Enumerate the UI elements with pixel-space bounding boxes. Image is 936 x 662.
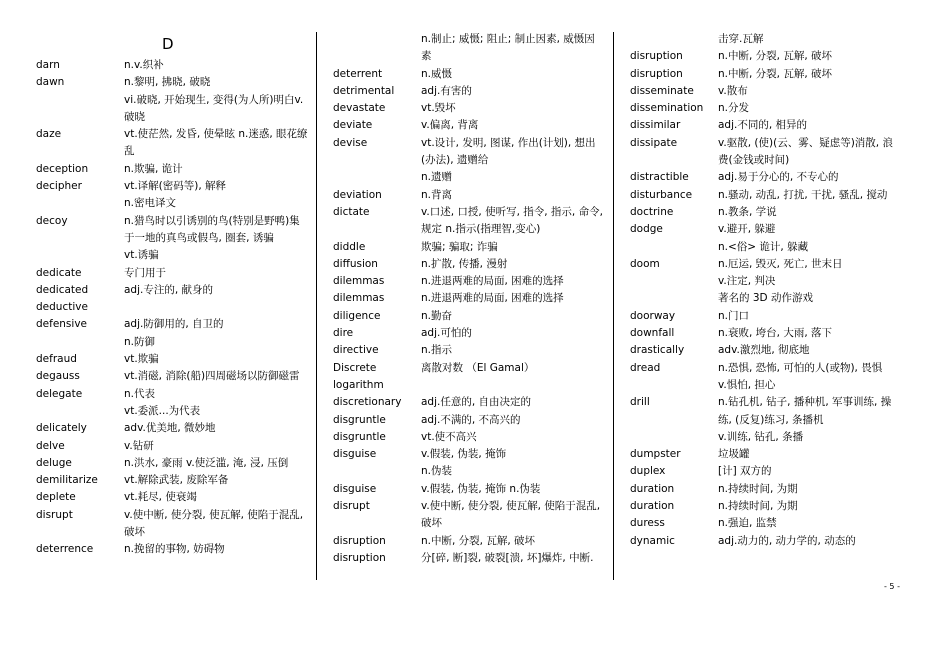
entry-row <box>630 83 902 100</box>
headword: dodge <box>630 223 663 236</box>
definition: n.防御 <box>124 335 155 348</box>
headword: distractible <box>630 171 689 184</box>
entry-row <box>333 429 605 446</box>
entry-row <box>333 325 605 342</box>
headword: drill <box>630 396 650 409</box>
entry-row <box>630 394 902 429</box>
definition: adv.激烈地, 彻底地 <box>718 344 810 357</box>
headword: demilitarize <box>36 474 98 487</box>
entry-row <box>333 239 605 256</box>
definition: n.持续时间, 为期 <box>718 500 798 513</box>
definition: v.驱散, (使)(云、雾、疑虑等)消散, 浪费(金钱或时间) <box>718 136 893 167</box>
headword: duration <box>630 482 675 495</box>
definition: vt.设计, 发明, 图谋, 作出(计划), 想出(办法), 遗赠给 <box>421 136 596 167</box>
entry-row <box>630 446 902 463</box>
entry-row <box>333 135 605 170</box>
definition: n.中断, 分裂, 瓦解, 破坏 <box>718 50 833 63</box>
definition: v.钻研 <box>124 439 154 452</box>
headword: deductive <box>36 301 88 314</box>
entry-row <box>630 48 902 65</box>
headword: defensive <box>36 318 87 331</box>
entry-row <box>36 507 308 542</box>
headword: delicately <box>36 422 87 435</box>
entry-row <box>333 290 605 307</box>
definition: n.伪装 <box>421 465 452 478</box>
definition: vt.消磁, 消除(船)四周磁场以防御磁雷 <box>124 370 300 383</box>
definition: vt.委派...为代表 <box>124 404 201 417</box>
headword: dilemmas <box>333 275 385 288</box>
entry-row <box>630 498 902 515</box>
headword: disgruntle <box>333 413 386 426</box>
headword: doom <box>630 257 660 270</box>
definition: 垃圾罐 <box>718 448 750 461</box>
headword: decoy <box>36 214 68 227</box>
entry-row <box>36 161 308 178</box>
definition: vt.解除武装, 废除军备 <box>124 474 229 487</box>
entry-row <box>36 178 308 195</box>
definition: n.v.织补 <box>124 59 164 71</box>
headword <box>333 169 421 186</box>
entry-row <box>333 394 605 411</box>
entry-row <box>630 221 902 238</box>
headword: disseminate <box>630 84 694 97</box>
headword <box>36 195 124 212</box>
headword: disgruntle <box>333 430 386 443</box>
entry-row <box>36 126 308 161</box>
entry-row <box>36 74 308 91</box>
entry-row <box>630 360 902 377</box>
headword: dissipate <box>630 136 678 149</box>
headword: discretionary <box>333 396 402 409</box>
headword <box>36 92 124 127</box>
definition: vt.毁坏 <box>421 102 456 115</box>
definition: n.<俗> 诡计, 躲藏 <box>718 240 809 253</box>
headword: deception <box>36 162 89 175</box>
headword: doorway <box>630 309 676 322</box>
headword <box>333 31 421 66</box>
headword: disruption <box>630 67 683 80</box>
headword: directive <box>333 344 379 357</box>
headword: diffusion <box>333 257 378 270</box>
entry-row <box>630 187 902 204</box>
entry-row <box>333 412 605 429</box>
definition: adj.任意的, 自由决定的 <box>421 396 532 409</box>
headword: dissemination <box>630 102 704 115</box>
headword: duress <box>630 517 665 530</box>
definition: [计] 双方的 <box>718 465 772 478</box>
entry-row <box>333 533 605 550</box>
entry-row <box>36 420 308 437</box>
definition: n.代表 <box>124 387 155 400</box>
definition: 欺骗; 骗取; 诈骗 <box>421 240 498 253</box>
definition: vi.破晓, 开始现生, 变得(为人所)明白v.破晓 <box>124 93 304 123</box>
headword <box>36 403 124 420</box>
entry-row <box>630 66 902 83</box>
entry-row <box>36 92 308 127</box>
entry-row <box>333 83 605 100</box>
headword: decipher <box>36 180 82 193</box>
entry-row <box>333 204 605 239</box>
entry-row <box>630 515 902 532</box>
entry-row <box>36 57 308 74</box>
entry-row <box>333 446 605 463</box>
headword: disruption <box>333 551 386 564</box>
entry-row <box>36 403 308 420</box>
headword: deviate <box>333 119 373 132</box>
definition: vt.译解(密码等), 解释 <box>124 180 227 193</box>
headword: daze <box>36 128 62 141</box>
definition: adj.易于分心的, 不专心的 <box>718 171 839 184</box>
definition: v.使中断, 使分裂, 使瓦解, 使陷于混乱, 破坏 <box>124 508 304 539</box>
entry-row <box>36 334 308 351</box>
headword: dedicate <box>36 266 82 279</box>
definition: 专门用于 <box>124 266 166 279</box>
entry-row <box>630 273 902 290</box>
entry-row <box>333 169 605 186</box>
definition: n.威慑 <box>421 67 452 80</box>
headword: delegate <box>36 387 83 400</box>
headword: dread <box>630 361 661 374</box>
entry-row <box>333 187 605 204</box>
definition <box>421 377 605 394</box>
headword: degauss <box>36 370 80 383</box>
definition: adj.防御用的, 自卫的 <box>124 318 224 331</box>
definition: n.持续时间, 为期 <box>718 482 798 495</box>
entry-row <box>630 135 902 170</box>
entry-row <box>36 541 308 558</box>
definition <box>124 299 308 316</box>
entry-row <box>630 481 902 498</box>
definition: 著名的 3D 动作游戏 <box>718 292 813 305</box>
definition: adj.动力的, 动力学的, 动态的 <box>718 534 856 547</box>
headword: deterrent <box>333 67 383 80</box>
headword: downfall <box>630 327 675 340</box>
definition: n.指示 <box>421 344 452 357</box>
definition: n.欺骗, 诡计 <box>124 162 183 175</box>
entry-row <box>36 386 308 403</box>
entry-row <box>333 377 605 394</box>
entry-row <box>36 213 308 248</box>
definition: v.训练, 钻孔, 条播 <box>718 430 804 443</box>
headword: disrupt <box>36 508 73 521</box>
column-2-rows <box>333 31 605 567</box>
entry-row <box>630 533 902 550</box>
definition: adj.可怕的 <box>421 327 472 340</box>
headword: devastate <box>333 102 386 115</box>
headword: doctrine <box>630 205 674 218</box>
definition: n.教条, 学说 <box>718 205 777 218</box>
definition: adj.不同的, 相异的 <box>718 119 808 132</box>
definition: n.恐惧, 恐怖, 可怕的人(或物), 畏惧 <box>718 361 883 374</box>
definition: vt.欺骗 <box>124 353 159 366</box>
entry-row <box>333 308 605 325</box>
entry-row <box>36 351 308 368</box>
entry-row <box>630 377 902 394</box>
headword: disrupt <box>333 500 370 513</box>
headword: dynamic <box>630 534 675 547</box>
entry-row <box>333 550 605 567</box>
headword: dire <box>333 327 354 340</box>
definition: n.猎鸟时以引诱别的鸟(特别是野鸭)集于一地的真鸟或假鸟, 圈套, 诱骗 <box>124 214 300 244</box>
headword: dedicated <box>36 283 89 296</box>
entry-row <box>630 290 902 307</box>
definition: vt.使不高兴 <box>421 430 477 443</box>
headword <box>630 290 718 307</box>
entry-row <box>630 325 902 342</box>
entry-row <box>36 472 308 489</box>
definition: n.钻孔机, 钻子, 播种机, 军事训练, 操练, (反复)练习, 条播机 <box>718 396 892 426</box>
definition: v.使中断, 使分裂, 使瓦解, 使陷于混乱, 破坏 <box>421 500 601 530</box>
definition: adj.不满的, 不高兴的 <box>421 413 521 426</box>
entry-row <box>36 438 308 455</box>
headword <box>630 273 718 290</box>
headword: deviation <box>333 188 382 201</box>
headword: drastically <box>630 344 685 357</box>
headword: disruption <box>333 534 386 547</box>
definition: n.门口 <box>718 309 749 322</box>
entry-row <box>630 31 902 48</box>
definition: n.骚动, 动乱, 打扰, 干扰, 骚乱, 搅动 <box>718 188 888 201</box>
entry-row <box>36 455 308 472</box>
column-3 <box>630 31 902 550</box>
headword <box>333 463 421 480</box>
headword: duration <box>630 500 675 513</box>
entry-row <box>333 481 605 498</box>
entry-row <box>333 342 605 359</box>
entry-row <box>36 316 308 333</box>
entry-row <box>630 239 902 256</box>
entry-row <box>36 368 308 385</box>
entry-row <box>630 256 902 273</box>
entry-row <box>630 308 902 325</box>
headword: dawn <box>36 76 65 89</box>
entry-row <box>630 463 902 480</box>
headword: diligence <box>333 309 381 322</box>
headword: diddle <box>333 240 366 253</box>
headword: devise <box>333 136 368 149</box>
headword <box>630 429 718 446</box>
definition: n.制止; 威慑; 阻止; 制止因素, 威慑因素 <box>421 33 595 63</box>
headword <box>630 377 718 394</box>
entry-row <box>333 100 605 117</box>
definition: v.避开, 躲避 <box>718 223 776 236</box>
page-number: - 5 - <box>884 582 900 591</box>
definition: n.进退两难的局面, 困难的选择 <box>421 292 564 305</box>
entry-row <box>630 117 902 134</box>
definition: n.分发 <box>718 102 749 115</box>
headword: dumpster <box>630 448 681 461</box>
headword: dilemmas <box>333 292 385 305</box>
entry-row <box>36 247 308 264</box>
entry-row <box>36 265 308 282</box>
headword: deluge <box>36 456 72 469</box>
headword <box>36 247 124 264</box>
definition: 分[碎, 断]裂, 破裂[溃, 坏]爆炸, 中断. <box>421 551 594 564</box>
entry-row <box>333 256 605 273</box>
column-2 <box>333 31 605 567</box>
entry-row <box>36 489 308 506</box>
definition: 击穿.瓦解 <box>718 33 764 45</box>
definition: v.注定, 判决 <box>718 275 776 288</box>
definition: n.密电译文 <box>124 197 176 210</box>
headword: disguise <box>333 448 377 461</box>
headword: detrimental <box>333 84 395 97</box>
headword: disturbance <box>630 188 693 201</box>
headword: deplete <box>36 491 76 504</box>
definition: adj.有害的 <box>421 84 472 97</box>
definition: n.遗赠 <box>421 171 452 184</box>
entry-row <box>630 100 902 117</box>
definition: n.强迫, 监禁 <box>718 517 777 530</box>
headword: Discrete <box>333 361 377 374</box>
headword: deterrence <box>36 543 94 556</box>
definition: n.挽留的事物, 妨碍物 <box>124 543 225 556</box>
headword: dissimilar <box>630 119 681 132</box>
entry-row <box>333 66 605 83</box>
column-divider <box>316 32 317 580</box>
column-divider <box>613 32 614 580</box>
definition: v.惧怕, 担心 <box>718 378 776 391</box>
entry-row <box>333 31 605 66</box>
definition: vt.耗尽, 使衰竭 <box>124 491 197 504</box>
headword: defraud <box>36 353 77 366</box>
definition: n.黎明, 拂晓, 破晓 <box>124 76 211 89</box>
headword: logarithm <box>333 378 384 391</box>
headword: dictate <box>333 205 370 218</box>
definition: v.假装, 伪装, 掩饰 n.伪装 <box>421 482 541 495</box>
definition: n.洪水, 豪雨 v.使泛滥, 淹, 浸, 压倒 <box>124 456 289 469</box>
definition: n.勤奋 <box>421 309 452 322</box>
definition: n.进退两难的局面, 困难的选择 <box>421 275 564 288</box>
definition: n.中断, 分裂, 瓦解, 破坏 <box>421 534 536 547</box>
entry-row <box>333 360 605 377</box>
headword: disguise <box>333 482 377 495</box>
column-3-rows <box>630 31 902 550</box>
definition: v.偏离, 背离 <box>421 119 479 132</box>
definition: n.衰败, 垮台, 大雨, 落下 <box>718 327 833 340</box>
entry-row <box>333 117 605 134</box>
headword: duplex <box>630 465 666 478</box>
entry-row <box>630 429 902 446</box>
definition: adv.优美地, 微妙地 <box>124 422 216 435</box>
entry-row <box>630 169 902 186</box>
definition: n.扩散, 传播, 漫射 <box>421 257 508 270</box>
definition: vt.使茫然, 发昏, 使晕眩 n.迷惑, 眼花缭乱 <box>124 128 308 158</box>
definition: v.散布 <box>718 84 748 97</box>
definition: 离散对数 （El Gamal） <box>421 361 535 374</box>
column-1 <box>36 31 308 559</box>
definition: v.口述, 口授, 使听写, 指令, 指示, 命令, 规定 n.指示(指理智,变心) <box>421 205 603 236</box>
definition: n.中断, 分裂, 瓦解, 破坏 <box>718 67 833 80</box>
entry-row <box>333 273 605 290</box>
column-1-rows <box>36 57 308 559</box>
entry-row <box>36 282 308 299</box>
headword <box>630 31 718 48</box>
entry-row <box>630 342 902 359</box>
entry-row <box>36 299 308 316</box>
section-letter-heading: D <box>162 35 174 53</box>
definition: adj.专注的, 献身的 <box>124 283 214 296</box>
definition: vt.诱骗 <box>124 249 159 262</box>
headword <box>36 334 124 351</box>
headword: disruption <box>630 50 683 63</box>
definition: n.背离 <box>421 188 452 201</box>
headword: delve <box>36 439 65 452</box>
headword <box>630 239 718 256</box>
definition: v.假装, 伪装, 掩饰 <box>421 448 507 461</box>
entry-row <box>630 204 902 221</box>
entry-row <box>333 463 605 480</box>
entry-row <box>36 195 308 212</box>
definition: n.厄运, 毁灭, 死亡, 世末日 <box>718 257 843 270</box>
headword: darn <box>36 59 60 71</box>
entry-row <box>333 498 605 533</box>
